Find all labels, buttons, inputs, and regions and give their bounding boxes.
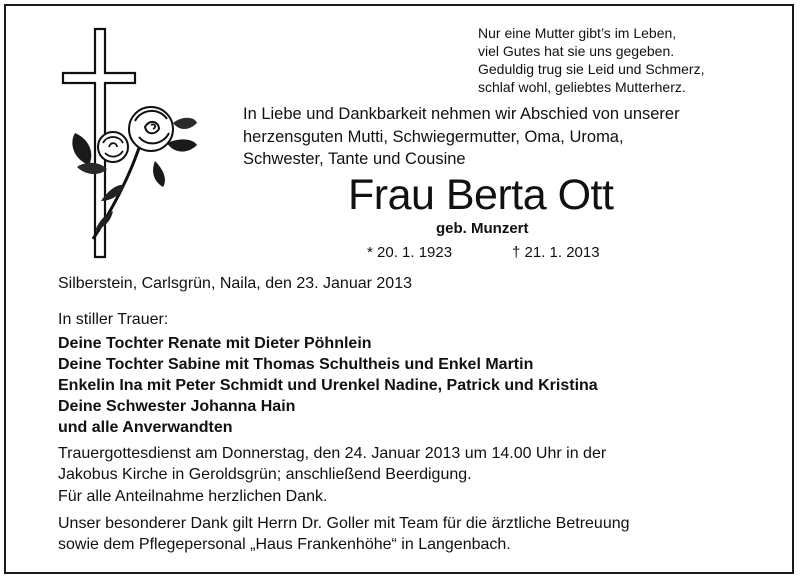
intro-text [243, 103, 680, 171]
intro-line: In Liebe und Dankbarkeit nehmen wir Abschied von unserer [243, 105, 680, 123]
deceased-name: Frau Berta Ott [348, 171, 614, 219]
mourner-entry: Enkelin Ina mit Peter Schmidt und Urenkel Nadine, Patrick und Kristina [58, 377, 598, 394]
special-thanks-line: Unser besonderer Dank gilt Herrn Dr. Goller mit Team für die ärztliche Betreuung [58, 515, 630, 532]
special-thanks-line: sowie dem Pflegepersonal „Haus Frankenhöhe“ in Langenbach. [58, 536, 511, 553]
death-date: † 21. 1. 2013 [512, 244, 600, 261]
poem-line: schlaf wohl, geliebtes Mutterherz. [478, 79, 686, 95]
mourner-entry: Deine Schwester Johanna Hain [58, 398, 296, 415]
mourner-entry: Deine Tochter Sabine mit Thomas Schultheis und Enkel Martin [58, 356, 534, 373]
intro-line: Schwester, Tante und Cousine [243, 150, 466, 168]
place-date: Silberstein, Carlsgrün, Naila, den 23. Januar 2013 [58, 275, 412, 292]
cross-with-rose-icon [55, 25, 205, 265]
service-info [58, 443, 606, 485]
service-line: Trauergottesdienst am Donnerstag, den 24. Januar 2013 um 14.00 Uhr in der [58, 445, 607, 462]
poem-line: Geduldig trug sie Leid und Schmerz, [478, 61, 705, 77]
birth-date: * 20. 1. 1923 [367, 244, 453, 261]
mourner-entry: und alle Anverwandten [58, 419, 233, 436]
poem [478, 24, 704, 96]
mourner-entry: Deine Tochter Renate mit Dieter Pöhnlein [58, 335, 372, 352]
service-line: Jakobus Kirche in Geroldsgrün; anschließend Beerdigung. [58, 466, 472, 483]
general-thanks: Für alle Anteilnahme herzlichen Dank. [58, 488, 328, 505]
special-thanks [58, 513, 630, 555]
mourners-label: In stiller Trauer: [58, 311, 169, 328]
mourners-list [58, 333, 598, 438]
poem-line: viel Gutes hat sie uns gegeben. [478, 43, 675, 59]
intro-line: herzensguten Mutti, Schwiegermutter, Oma, Uroma, [243, 127, 624, 146]
poem-line: Nur eine Mutter gibt’s im Leben, [478, 25, 677, 41]
maiden-name: geb. Munzert [436, 220, 529, 237]
